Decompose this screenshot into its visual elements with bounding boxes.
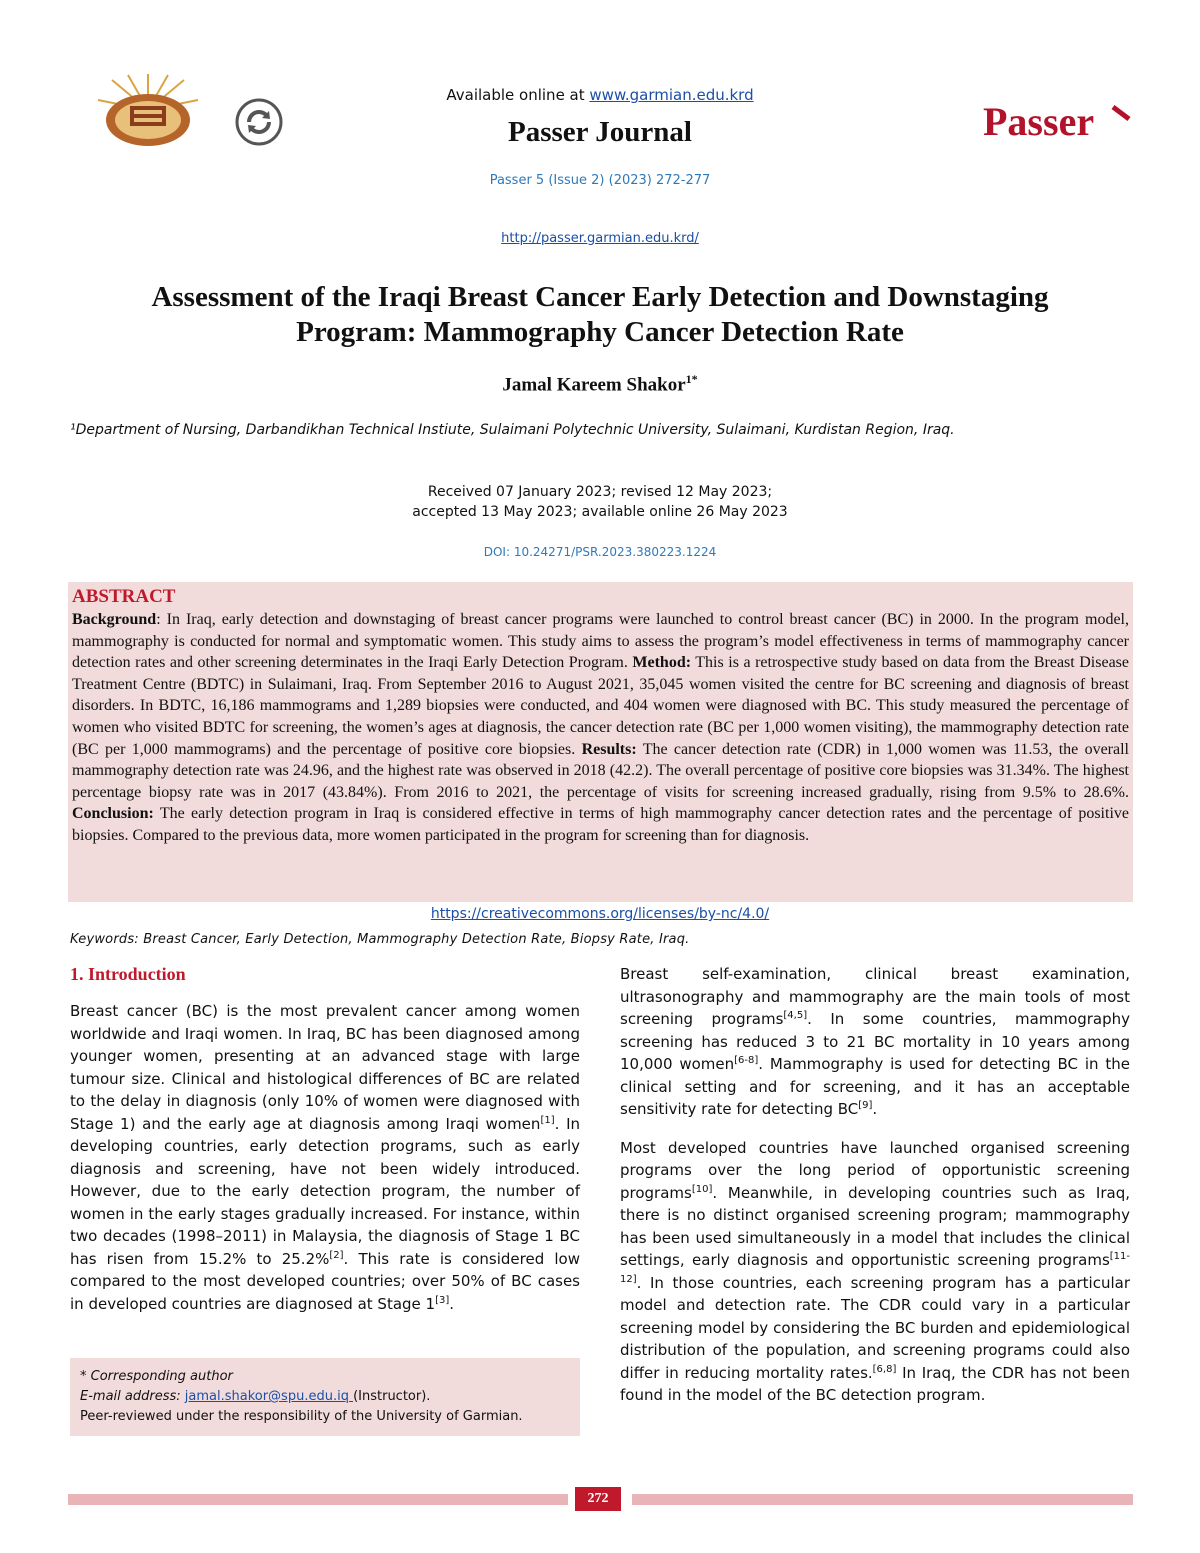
citation: [9] [858,1100,873,1111]
text-span: Breast cancer (BC) is the most prevalent cancer among women worldwide and Iraqi women. In Iraq, BC has been diagnosed among younger women, presenting at an advanced stage with large tumour size. Clinical and histological differences of BC are related to the delay in diagnosis (only 10% of women were diagnosed with Stage 1) and the early age at diagnosis among Iraqi women [70,1002,580,1133]
footer-bar-right [632,1494,1133,1505]
left-column [70,1000,580,1315]
page-number: 272 [575,1487,621,1511]
license-line [300,906,900,922]
author-name: Jamal Kareem Shakor [502,374,686,396]
citation: [3] [435,1294,450,1306]
abstract-box [68,582,1133,902]
journal-title: Passer Journal [508,116,692,148]
intro-paragraph-2 [620,963,1130,1121]
citation: [10] [691,1183,713,1195]
citation: [6-8] [734,1055,759,1066]
citation: [1] [540,1114,555,1126]
citation: [2] [329,1249,344,1261]
method-text: This is a retrospective study based on data from the Breast Disease Treatment Centre (BDTC) in Sulaimani, Iraq. From September 2016 to August 2021, 35,045 women visited the centre for BC screening and diagnosis of breast disorders. In BDTC, 16,186 mammograms and 1,289 biopsies were conducted, and 404 women were diagnosed with BC. This study measured the percentage of women who visited BDTC for screening, the women’s ages at diagnosis, the cancer detection rate (BC per 1,000 women visiting), the mammography detection rate (BC per 1,000 mammograms) and the percentage of positive core biopsies. [72,654,1130,758]
results-label: Results: [581,740,637,758]
email-link[interactable]: jamal.shakor@spu.edu.iq [184,1389,354,1404]
received-line-2: accepted 13 May 2023; available online 26 May 2023 [412,504,788,520]
author-sup: 1* [685,372,698,386]
text-span: . In developing countries, early detection programs, such as early diagnosis and screening, have not been widely introduced. However, due to the early detection program, the number of women in the early stages gradually increased. For instance, within two decades (1998–2011) in Malaysia, the diagnosis of Stage 1 BC has risen from 15.2% to 25.2% [70,1114,581,1268]
text-span: . In some countries, mammography screening has reduced 3 to 21 BC mortality in 10 years among 10,000 women [620,1010,1131,1073]
university-logo [92,72,204,148]
text-span: In Iraq, the CDR has not been found in the model of the BC detection program. [620,1363,1130,1404]
footer-bar-left [68,1494,568,1505]
citation: [4,5] [783,1010,808,1021]
background-label: Background [72,611,157,628]
affiliation: ¹Department of Nursing, Darbandikhan Technical Instiute, Sulaimani Polytechnic University, Sulaimani, Kurdistan Region, Iraq. [70,422,955,438]
results-text: The cancer detection rate (CDR) in 1,000 women was 11.53, the overall mammography detection rate was 24.96, and the highest rate was observed in 2018 (42.2). The overall percentage of positive core biopsies was 31.34%. The highest percentage biopsy rate was in 2017 (43.84%). From 2016 to 2021, the percentage of visits for screening increased gradually, rising from 9.5% to 28.6%. [72,740,1129,801]
intro-paragraph-1 [70,1000,580,1315]
article-title: Assessment of the Iraqi Breast Cancer Early Detection and Downstaging Program: Mammography Cancer Detection Rate [151,281,1049,348]
available-prefix: Available online at [446,86,590,104]
text-span: . Mammography is used for detecting BC in the clinical setting and for screening, and it has an acceptable sensitivity rate for detecting BC [620,1055,1131,1118]
keywords: Keywords: Breast Cancer, Early Detection, Mammography Detection Rate, Biopsy Rate, Iraq. [70,932,690,947]
open-access-cycle-icon [234,97,284,147]
received-line-1: Received 07 January 2023; revised 12 May 2023; [427,484,773,500]
abstract-heading: ABSTRACT [72,586,176,607]
intro-heading: 1. Introduction [70,964,186,984]
text-span: . In those countries, each screening program has a particular model and detection rate. The CDR could vary in a particular screening model by considering the BC burden and epidemiological distribution of the population, and screening programs could also differ in reducing mortality rates. [620,1273,1130,1382]
author-line [300,372,900,396]
abstract-text [72,609,1129,847]
citation: [11-12] [620,1251,1130,1285]
passer-logo-text: Passer [983,99,1095,143]
footnote-box [70,1358,580,1436]
conclusion-text: The early detection program in Iraq is considered effective in terms of high mammography cancer detection rates and the percentage of positive biopsies. Compared to the previous data, more women participated in the program for screening than for diagnosis. [72,805,1129,844]
peer-review-note: Peer-reviewed under the responsibility of the University of Garmian. [80,1409,523,1424]
text-span: . This rate is considered low compared to the most developed countries; over 50% of BC cases in developed countries are diagnosed at Stage 1 [70,1249,580,1313]
intro-paragraph-3 [620,1137,1130,1407]
background-text: : In Iraq, early detection and downstaging of breast cancer programs were launched to control breast cancer (BC) in 2000. In the program model, mammography is conducted for normal and symptomatic women. This study aims to assess the program’s model effectiveness in terms of mammography cancer detection rates and other screening determinates in the Iraqi Early Detection Program. [72,611,1129,672]
volume-info: Passer 5 (Issue 2) (2023) 272-277 [489,173,711,188]
email-line [80,1387,570,1407]
doi: DOI: 10.24271/PSR.2023.380223.1224 [483,545,717,559]
text-span: . [449,1294,455,1313]
license-link[interactable]: https://creativecommons.org/licenses/by-nc/4.0/ [430,906,770,922]
text-span: . Meanwhile, in developing countries such as Iraq, there is no distinct organised screening program; mammography has been used simultaneously in a model that includes the clinical settings, early diagnosis and opportunistic screening programs [620,1183,1130,1269]
corresponding-author: * Corresponding author [80,1369,233,1384]
citation: [6,8] [872,1363,897,1375]
email-label: E-mail address: [80,1389,185,1404]
method-label: Method: [632,654,692,672]
text-span: Most developed countries have launched organised screening programs over the long period of opportunistic screening programs [620,1138,1130,1202]
text-span: . [872,1100,878,1118]
journal-url-line [300,231,900,246]
right-column [620,963,1130,1423]
passer-brand-logo [983,97,1133,143]
received-dates [300,482,900,522]
email-suffix: (Instructor). [353,1389,431,1404]
garmian-link[interactable]: www.garmian.edu.krd [589,86,754,104]
text-span: Breast self-examination, clinical breast examination, ultrasonography and mammography are the main tools of most screening programs [620,965,1130,1028]
available-online [300,86,900,104]
conclusion-label: Conclusion: [72,805,154,823]
journal-url-link[interactable]: http://passer.garmian.edu.krd/ [501,231,699,246]
